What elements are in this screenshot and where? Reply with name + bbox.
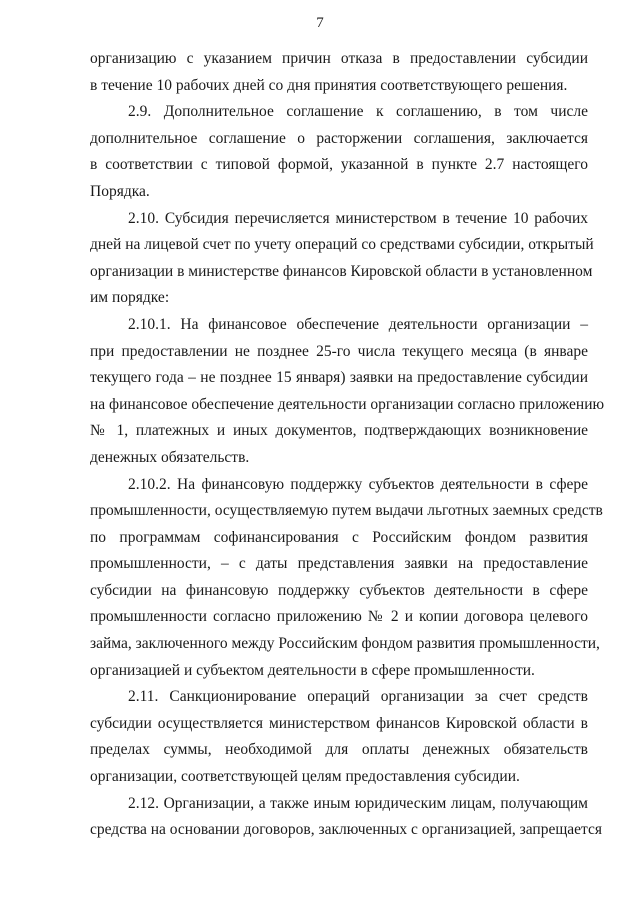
text-line: в течение 10 рабочих дней со дня принятия соответствующего решения. — [90, 76, 568, 94]
text-line: займа, заключенного между Российским фондом развития промышленности, — [90, 635, 600, 653]
text-line: дней на лицевой счет по учету операций со средствами субсидии, открытый — [90, 236, 594, 254]
text-line: в соответствии с типовой формой, указанной в пункте 2.7 настоящего — [90, 156, 588, 174]
text-line: 2.10.1. На финансовое обеспечение деятельности организации – — [128, 315, 588, 333]
text-line: при предоставлении не позднее 25-го числа текущего месяца (в январе — [90, 342, 588, 360]
text-line: средства на основании договоров, заключенных с организацией, запрещается — [90, 821, 603, 839]
text-line: им порядке: — [90, 289, 170, 307]
text-line: дополнительное соглашение о расторжении соглашения, заключается — [90, 129, 588, 147]
text-line: промышленности, осуществляемую путем выдачи льготных заемных средств — [90, 502, 603, 520]
text-line: 2.10.2. На финансовую поддержку субъектов деятельности в сфере — [128, 475, 588, 493]
text-line: на финансовое обеспечение деятельности организации согласно приложению — [90, 395, 605, 413]
text-line: пределах суммы, необходимой для оплаты денежных обязательств — [90, 741, 588, 759]
paragraph-2-10-2 — [90, 472, 603, 685]
text-line: организацией и субъектом деятельности в сфере промышленности. — [90, 661, 535, 679]
paragraph-2-9 — [90, 99, 588, 205]
text-line: субсидии на финансовую поддержку субъектов деятельности в сфере — [90, 581, 588, 599]
text-line: по программам софинансирования с Российским фондом развития — [90, 528, 588, 546]
text-line: промышленности согласно приложению № 2 и копии договора целевого — [90, 608, 588, 626]
text-line: промышленности, – с даты представления заявки на предоставление — [90, 555, 588, 573]
paragraph-2-11 — [90, 684, 588, 790]
text-line: текущего года – не позднее 15 января) заявки на предоставление субсидии — [90, 369, 588, 387]
text-line: организацию с указанием причин отказа в предоставлении субсидии — [90, 50, 588, 67]
text-line: организации в министерстве финансов Кировской области в установленном — [90, 262, 593, 280]
paragraph-2-12 — [90, 791, 603, 844]
paragraph-2-10-1 — [90, 312, 605, 472]
text-line: 2.9. Дополнительное соглашение к соглашению, в том числе — [128, 103, 588, 121]
paragraph-2-10 — [90, 206, 594, 312]
paragraph-continuation — [90, 46, 588, 99]
text-line: 2.12. Организации, а также иным юридическим лицам, получающим — [128, 794, 588, 812]
document-body — [90, 46, 605, 844]
text-line: Порядка. — [90, 182, 150, 200]
page-number: 7 — [316, 15, 324, 31]
text-line: 2.10. Субсидия перечисляется министерством в течение 10 рабочих — [128, 209, 588, 227]
text-line: № 1, платежных и иных документов, подтверждающих возникновение — [90, 422, 588, 440]
text-line: субсидии осуществляется министерством финансов Кировской области в — [90, 714, 588, 732]
text-line: организации, соответствующей целям предоставления субсидии. — [90, 768, 520, 786]
text-line: денежных обязательств. — [90, 448, 250, 466]
text-line: 2.11. Санкционирование операций организации за счет средств — [128, 688, 588, 706]
